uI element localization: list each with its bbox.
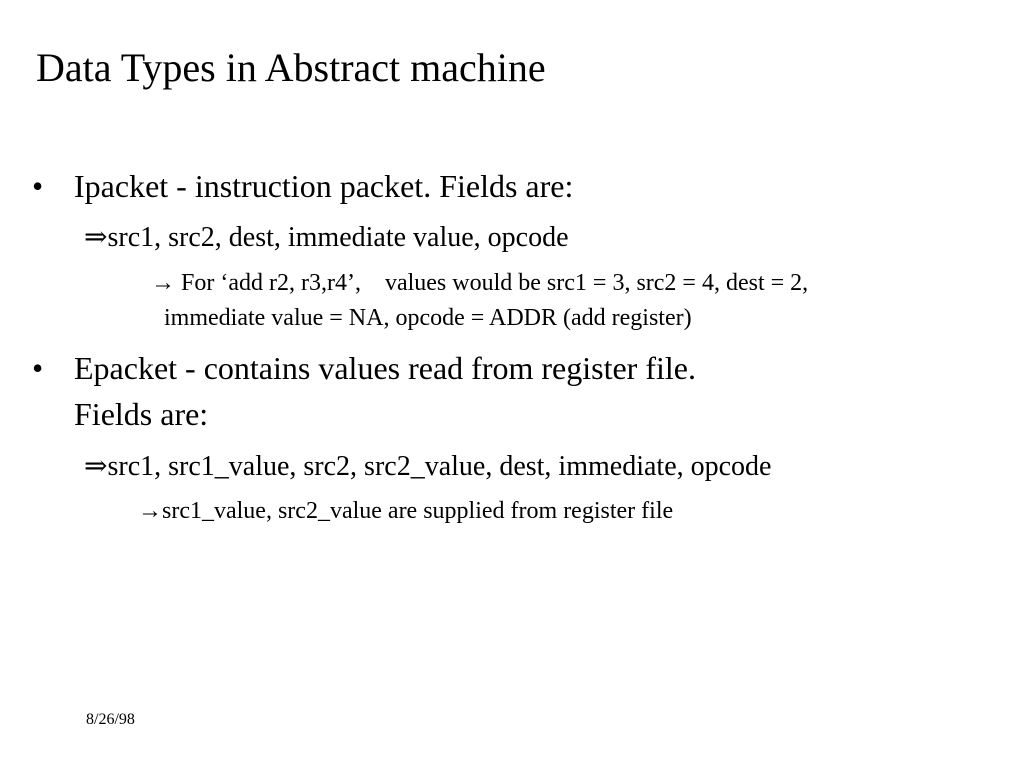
implies-arrow-icon: ⇒ bbox=[84, 451, 108, 482]
slide-title: Data Types in Abstract machine bbox=[36, 45, 546, 90]
sub-sub-bullet-epacket-note bbox=[138, 494, 673, 529]
example-line-2: immediate value = NA, opcode = ADDR (add register) bbox=[164, 305, 692, 331]
sub-bullet-text: src1, src1_value, src2, src2_value, dest, immediate, opcode bbox=[107, 451, 772, 482]
implies-arrow-icon: ⇒ bbox=[84, 222, 108, 253]
sub-sub-bullet-ipacket-example bbox=[151, 266, 808, 301]
example-line-2-row bbox=[164, 301, 692, 336]
bullet-text: Ipacket - instruction packet. Fields are: bbox=[74, 168, 574, 204]
bullet-text: Epacket - contains values read from register file. bbox=[74, 350, 696, 386]
sub-bullet-ipacket-fields bbox=[84, 221, 569, 255]
sub-bullet-text: src1, src2, dest, immediate value, opcode bbox=[107, 222, 569, 253]
right-arrow-icon: → bbox=[138, 498, 162, 524]
bullet-epacket bbox=[32, 346, 696, 390]
bullet-icon: • bbox=[32, 168, 44, 204]
slide-footer-date: 8/26/98 bbox=[86, 711, 135, 728]
sub-bullet-epacket-fields bbox=[84, 450, 771, 484]
bullet-icon: • bbox=[32, 350, 44, 386]
bullet-text-continued: Fields are: bbox=[74, 396, 209, 432]
right-arrow-icon: → bbox=[151, 270, 175, 296]
note-line: src1_value, src2_value are supplied from register file bbox=[162, 498, 674, 524]
bullet-ipacket bbox=[32, 164, 574, 208]
example-line-1: For ‘add r2, r3,r4’, values would be src1 = 3, src2 = 4, dest = 2, bbox=[175, 270, 809, 296]
bullet-epacket-continued bbox=[74, 392, 208, 436]
